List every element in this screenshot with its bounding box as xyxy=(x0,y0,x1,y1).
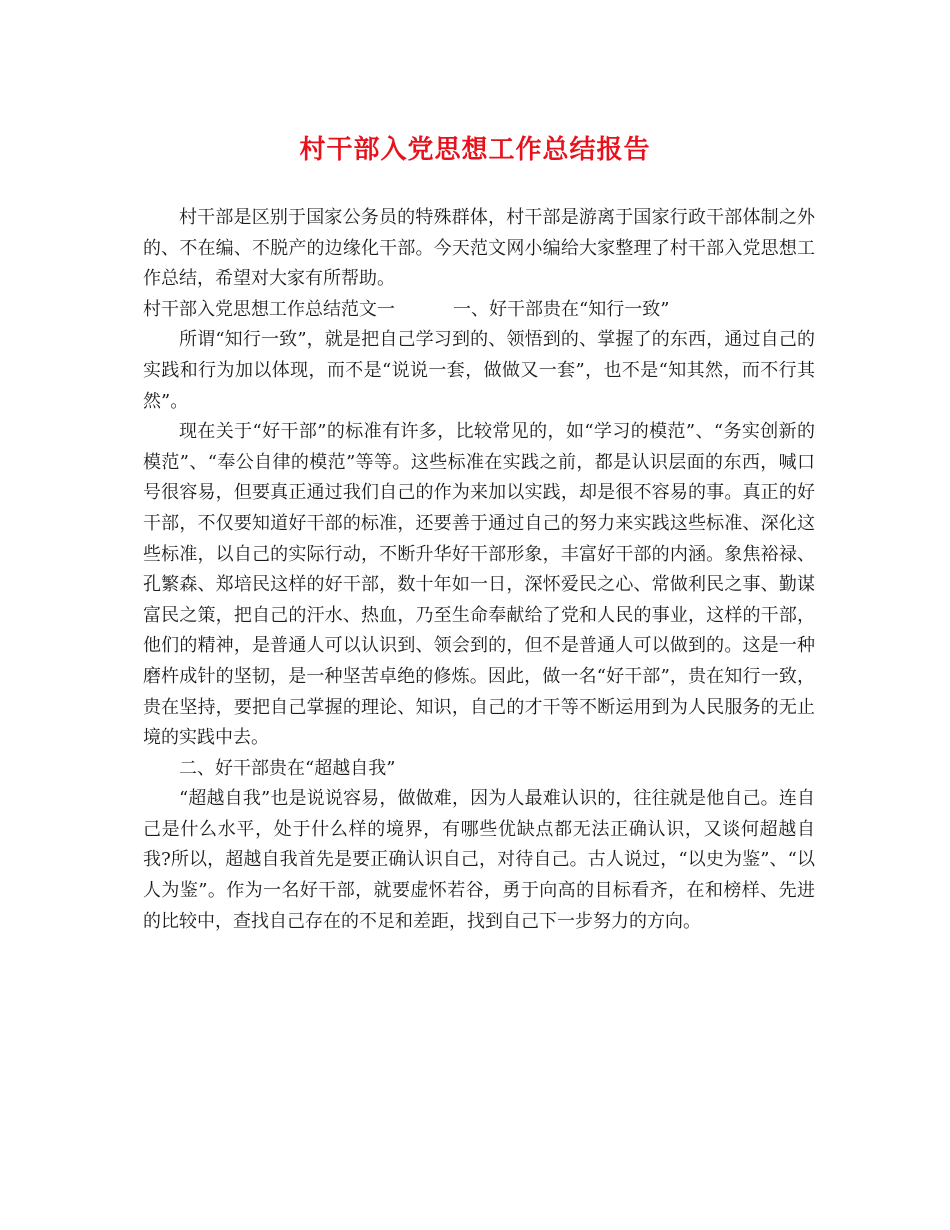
paragraph-1: 所谓“知行一致”，就是把自己学习到的、领悟到的、掌握了的东西，通过自己的实践和行为加以体现，而不是“说说一套，做做又一套”，也不是“知其然，而不行其然”。 xyxy=(143,329,815,412)
intro-paragraph: 村干部是区别于国家公务员的特殊群体，村干部是游离于国家行政干部体制之外的、不在编、不脱产的边缘化干部。今天范文网小编给大家整理了村干部入党思想工作总结，希望对大家有所帮助。 xyxy=(143,207,815,290)
section-heading-1: 一、好干部贵在“知行一致” xyxy=(453,298,670,320)
sample-label: 村干部入党思想工作总结范文一 xyxy=(143,298,395,320)
document-body xyxy=(143,203,815,937)
paragraph-3: “超越自我”也是说说容易，做做难，因为人最难认识的，往往就是他自己。连自己是什么水平，处于什么样的境界，有哪些优缺点都无法正确认识，又谈何超越自我?所以，超越自我首先是要正确认识自己，对待自己。古人说过，“以史为鉴”、“以人为鉴”。作为一名好干部，就要虚怀若谷，勇于向高的目标看齐，在和榜样、先进的比较中，查找自己存在的不足和差距，找到自己下一步努力的方向。 xyxy=(143,788,815,932)
document-title: 村干部入党思想工作总结报告 xyxy=(299,135,651,165)
section-heading-2: 二、好干部贵在“超越自我” xyxy=(179,757,396,779)
sample-heading-line xyxy=(143,295,815,326)
paragraph-2: 现在关于“好干部”的标准有许多，比较常见的，如“学习的模范”、“务实创新的模范”、“奉公自律的模范”等等。这些标准在实践之前，都是认识层面的东西，喊口号很容易，但要真正通过我们自己的作为来加以实践，却是很不容易的事。真正的好干部，不仅要知道好干部的标准，还要善于通过自己的努力来实践这些标准、深化这些标准，以自己的实际行动，不断升华好干部形象，丰富好干部的内涵。象焦裕禄、孔繁森、郑培民这样的好干部，数十年如一日，深怀爱民之心、常做利民之事、勤谋富民之策，把自己的汗水、热血，乃至生命奉献给了党和人民的事业，这样的干部，他们的精神，是普通人可以认识到、领会到的，但不是普通人可以做到的。这是一种磨杵成针的坚韧，是一种坚苦卓绝的修炼。因此，做一名“好干部”，贵在知行一致，贵在坚持，要把自己掌握的理论、知识，自己的才干等不断运用到为人民服务的无止境的实践中去。 xyxy=(143,421,815,749)
